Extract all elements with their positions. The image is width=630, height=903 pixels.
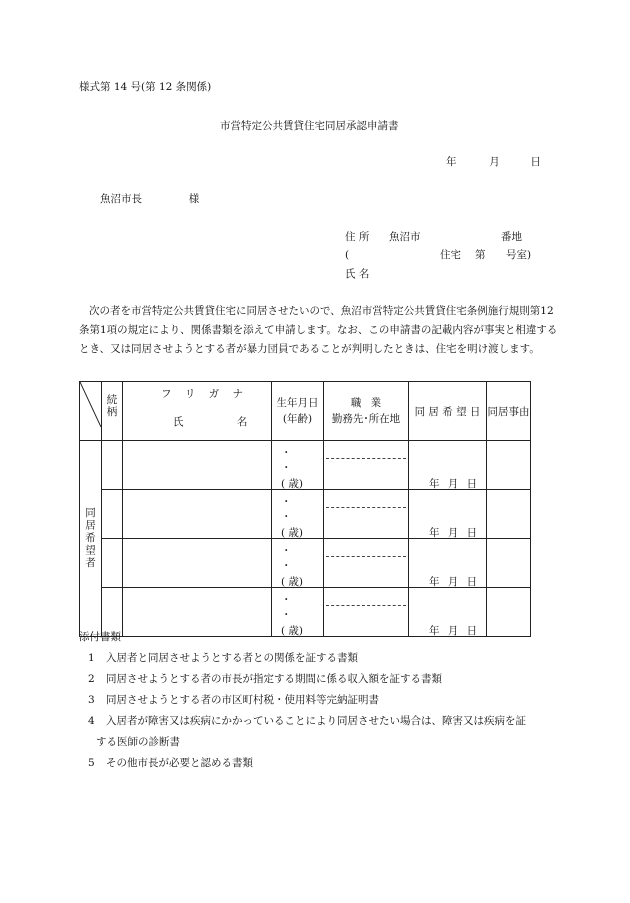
header-name-text: 氏 名 (173, 416, 248, 428)
name-cell[interactable] (123, 539, 272, 588)
header-furigana: フ リ ガ ナ (161, 388, 244, 400)
attachments-heading: 添付書類 (79, 631, 121, 643)
header-job (324, 382, 409, 441)
reason-cell[interactable] (487, 490, 531, 539)
name-cell[interactable] (123, 441, 272, 490)
reason-cell[interactable] (487, 539, 531, 588)
hope-date-text: 年 月 日 (429, 576, 478, 588)
attachment-continuation: する医師の診断書 (96, 736, 180, 748)
name-label: 氏 名 (345, 268, 370, 280)
header-name (123, 382, 272, 441)
attachment-number: 5 (88, 757, 95, 769)
diagonal-line (80, 382, 101, 427)
dob-age: ( 歳) (281, 527, 304, 539)
header-reason (487, 382, 531, 441)
attachments-list (88, 650, 526, 776)
dob-age: ( 歳) (281, 478, 304, 490)
attachment-item (88, 755, 526, 776)
header-job-2: 勤務先･所在地 (331, 413, 401, 425)
header-reason-text: 同居事由 (487, 405, 530, 418)
attachment-text: 入居者が障害又は疾病にかかっていることにより同居させたい場合は、障害又は疾病を証 (106, 715, 526, 727)
header-hope-date-text: 同 居 希 望 日 (414, 405, 481, 418)
addressee-honorific: 様 (188, 193, 200, 205)
relation-cell[interactable] (102, 441, 123, 490)
reason-cell[interactable] (487, 441, 531, 490)
attachment-number: 3 (88, 694, 95, 706)
header-dob (272, 382, 324, 441)
hope-date-text: 年 月 日 (429, 625, 478, 637)
job-cell[interactable] (324, 588, 409, 637)
table-row (80, 441, 531, 490)
address-banchi: 番地 (501, 231, 522, 243)
name-cell[interactable] (123, 588, 272, 637)
header-corner (80, 382, 102, 441)
document-title: 市営特定公共賃貸住宅同居承認申請書 (220, 120, 399, 132)
dob-dots: ・ ・ (281, 594, 304, 621)
dob-cell[interactable] (272, 539, 324, 588)
attachment-text: その他市長が必要と認める書類 (106, 757, 253, 769)
job-cell[interactable] (324, 441, 409, 490)
dob-age: ( 歳) (281, 576, 304, 588)
attachment-text: 入居者と同居させようとする者との関係を証する書類 (106, 652, 358, 664)
relation-cell[interactable] (102, 588, 123, 637)
attachment-number: 2 (88, 673, 95, 685)
addressee (100, 194, 199, 205)
hope-date-text: 年 月 日 (429, 478, 478, 490)
date-year: 年 (446, 156, 457, 168)
hope-date-cell[interactable] (409, 588, 487, 637)
attachment-item (88, 650, 526, 671)
header-relation-text: 続柄 (106, 394, 118, 418)
header-dob-2: (年齢) (282, 413, 313, 425)
dob-cell[interactable] (272, 588, 324, 637)
dob-dots: ・ ・ (281, 496, 304, 523)
application-date (446, 157, 541, 168)
reason-cell[interactable] (487, 588, 531, 637)
table-row (80, 588, 531, 637)
body-paragraph: 次の者を市営特定公共賃貸住宅に同居させたいので、魚沼市営特定公共賃貸住宅条例施行規則第12条第1項の規定により、関係書類を添えて申請します。なお、この申請書の記載内容が事実と相違するとき、又は同居させようとする者が暴力団員であることが判明したときは、住宅を明け渡します。 (79, 305, 558, 355)
job-divider (326, 458, 406, 459)
attachment-text: 同居させようとする者の市長が指定する期間に係る収入額を証する書類 (106, 673, 442, 685)
attachment-number: 1 (88, 652, 95, 664)
hope-date-text: 年 月 日 (429, 527, 478, 539)
table-row (80, 490, 531, 539)
header-job-1: 職 業 (350, 397, 382, 409)
header-dob-1: 生年月日 (276, 397, 319, 409)
table-row (80, 539, 531, 588)
dob-dots: ・ ・ (281, 447, 304, 474)
header-relation (102, 382, 123, 441)
attachment-item (88, 692, 526, 713)
dob-cell[interactable] (272, 441, 324, 490)
table-header-row (80, 382, 531, 441)
job-cell[interactable] (324, 539, 409, 588)
address-room: 号室) (506, 249, 532, 261)
dob-cell[interactable] (272, 490, 324, 539)
date-month: 月 (489, 156, 500, 168)
attachment-number: 4 (88, 715, 95, 727)
address-label: 住 所 (345, 231, 370, 243)
attachment-text: 同居させようとする者の市区町村税・使用料等完納証明書 (106, 694, 379, 706)
hope-date-cell[interactable] (409, 441, 487, 490)
hope-date-cell[interactable] (409, 539, 487, 588)
addressee-name: 魚沼市長 (100, 193, 142, 205)
address-dai: 第 (475, 249, 486, 261)
form-number: 様式第 14 号(第 12 条関係) (79, 81, 212, 93)
header-hope-date (409, 382, 487, 441)
job-cell[interactable] (324, 490, 409, 539)
address-housing: 住宅 (440, 249, 461, 261)
relation-cell[interactable] (102, 490, 123, 539)
dob-dots: ・ ・ (281, 545, 304, 572)
side-label-cell (80, 441, 102, 637)
relation-cell[interactable] (102, 539, 123, 588)
dob-age: ( 歳) (281, 625, 304, 637)
address-open-paren: ( (345, 249, 350, 261)
name-cell[interactable] (123, 490, 272, 539)
date-day: 日 (530, 156, 541, 168)
attachment-item (88, 671, 526, 692)
hope-date-cell[interactable] (409, 490, 487, 539)
job-divider (326, 556, 406, 557)
address-city: 魚沼市 (389, 231, 421, 243)
attachment-item (88, 713, 526, 734)
cohabitant-table (79, 381, 531, 637)
side-label: 同居希望者 (84, 507, 96, 570)
job-divider (326, 507, 406, 508)
job-divider (326, 605, 406, 606)
